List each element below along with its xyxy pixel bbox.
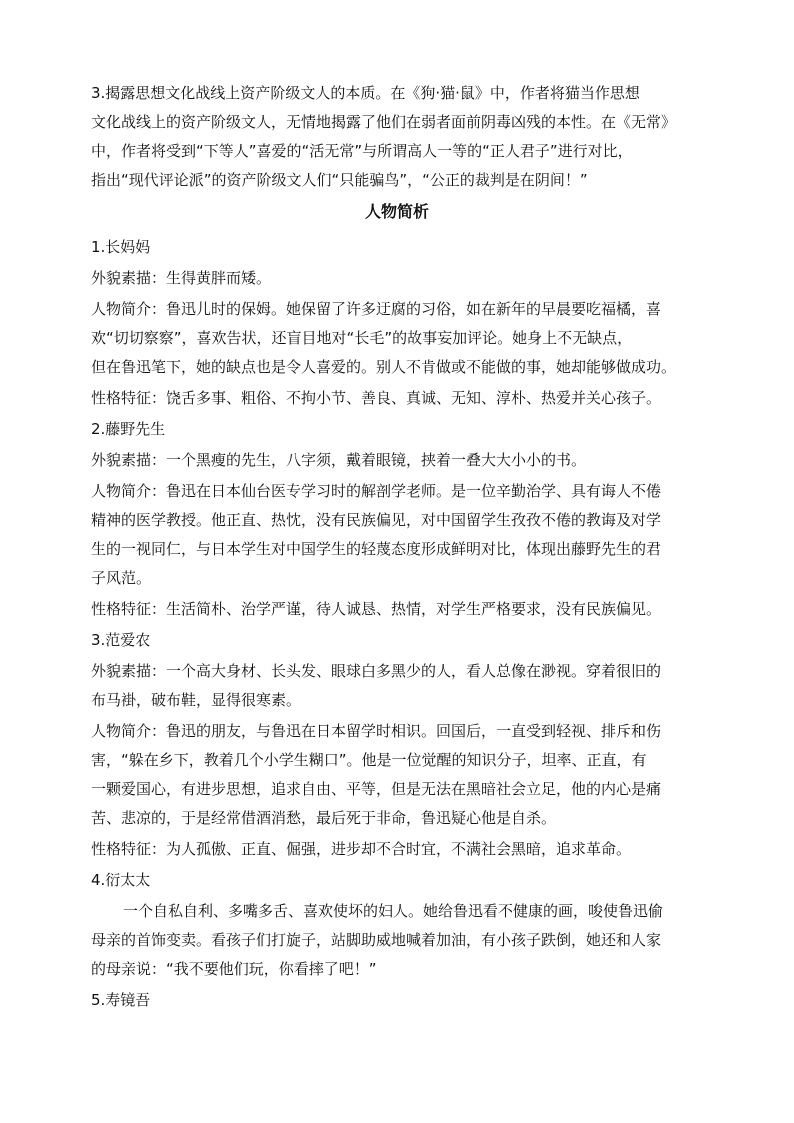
appearance-text: 外貌素描：一个黑瘦的先生，八字须，戴着眼镜，挟着一叠大大小小的书。 bbox=[91, 451, 587, 469]
traits-text: 性格特征：饶舌多事、粗俗、不拘小节、善良、真诚、无知、淳朴、热爱并关心孩子。 bbox=[91, 389, 662, 407]
text-line: 的母亲说：“我不要他们玩，你看摔了吧！” bbox=[91, 960, 377, 978]
traits-text: 性格特征：生活简朴、治学严谨，待人诚恳、热情，对学生严格要求，没有民族偏见。 bbox=[91, 600, 662, 618]
section-3-paragraph bbox=[91, 79, 703, 195]
text-line: 一个自私自利、多嘴多舌、喜欢使坏的妇人。她给鲁迅看不健康的画，唆使鲁迅偷 bbox=[123, 902, 664, 920]
text-line: 中，作者将受到“下等人”喜爱的“活无常”与所谓高人一等的“正人君子”进行对比， bbox=[91, 142, 633, 160]
text-line: 苦、悲凉的，于是经常借酒消愁，最后死于非命，鲁迅疑心他是自杀。 bbox=[91, 809, 557, 827]
text-line: 精神的医学教授。他正直、热忱，没有民族偏见，对中国留学生孜孜不倦的教诲及对学 bbox=[91, 511, 662, 529]
appearance-paragraph bbox=[91, 657, 703, 715]
text-line: 指出“现代评论派”的资产阶级文人们“只能骗鸟”，“公正的裁判是在阴间！” bbox=[91, 171, 588, 189]
text-line: 但在鲁迅笔下，她的缺点也是令人喜爱的。别人不肯做或不能做的事，她却能够做成功。 bbox=[91, 358, 677, 376]
text-line: 害，“躲在乡下，教着几个小学生糊口”。他是一位觉醒的知识分子，坦率、正直，有 bbox=[91, 751, 647, 769]
traits-text: 性格特征：为人孤傲、正直、倔强，进步却不合时宜，不满社会黑暗，追求革命。 bbox=[91, 840, 632, 858]
text-line: 生的一视同仁，与日本学生对中国学生的轻蔑态度形成鲜明对比，体现出藤野先生的君 bbox=[91, 540, 662, 558]
character-title: 4.衍太太 bbox=[91, 871, 151, 889]
character-title: 3.范爱农 bbox=[91, 631, 151, 649]
intro-paragraph bbox=[91, 295, 703, 382]
text-line: 人物简介：鲁迅在日本仙台医专学习时的解剖学老师。是一位辛勤治学、具有诲人不倦 bbox=[91, 482, 662, 500]
text-line: 布马褂，破布鞋，显得很寒素。 bbox=[91, 691, 302, 709]
text-line: 人物简介：鲁迅的朋友，与鲁迅在日本留学时相识。回国后，一直受到轻视、排斥和伤 bbox=[91, 722, 662, 740]
intro-paragraph bbox=[91, 717, 703, 833]
text-line: 欢“切切察察”，喜欢告状，还盲目地对“长毛”的故事妄加评论。她身上不无缺点， bbox=[91, 329, 633, 347]
text-line: 母亲的首饰变卖。看孩子们打旋子，站脚助威地喊着加油，有小孩子跌倒，她还和人家 bbox=[91, 931, 662, 949]
intro-paragraph bbox=[91, 477, 703, 593]
text-line: 文化战线上的资产阶级文人，无情地揭露了他们在弱者面前阴毒凶残的本性。在《无常》 bbox=[91, 113, 677, 131]
section-heading: 人物简析 bbox=[364, 202, 429, 221]
body-paragraph bbox=[91, 897, 703, 984]
text-line: 3.揭露思想文化战线上资产阶级文人的本质。在《狗·猫·鼠》中，作者将猫当作思想 bbox=[91, 84, 640, 102]
text-line: 一颗爱国心，有进步思想，追求自由、平等，但是无法在黑暗社会立足，他的内心是痛 bbox=[91, 780, 662, 798]
text-line: 子风范。 bbox=[91, 569, 152, 587]
document-content bbox=[91, 79, 703, 1017]
text-line: 人物简介：鲁迅儿时的保姆。她保留了许多迂腐的习俗，如在新年的早晨要吃福橘，喜 bbox=[91, 300, 662, 318]
character-title: 5.寿镜吾 bbox=[91, 991, 151, 1009]
text-line: 外貌素描：一个高大身材、长头发、眼球白多黑少的人，看人总像在渺视。穿着很旧的 bbox=[91, 662, 662, 680]
character-title: 1.长妈妈 bbox=[91, 238, 151, 256]
appearance-text: 外貌素描：生得黄胖而矮。 bbox=[91, 269, 272, 287]
character-title: 2.藤野先生 bbox=[91, 420, 166, 438]
